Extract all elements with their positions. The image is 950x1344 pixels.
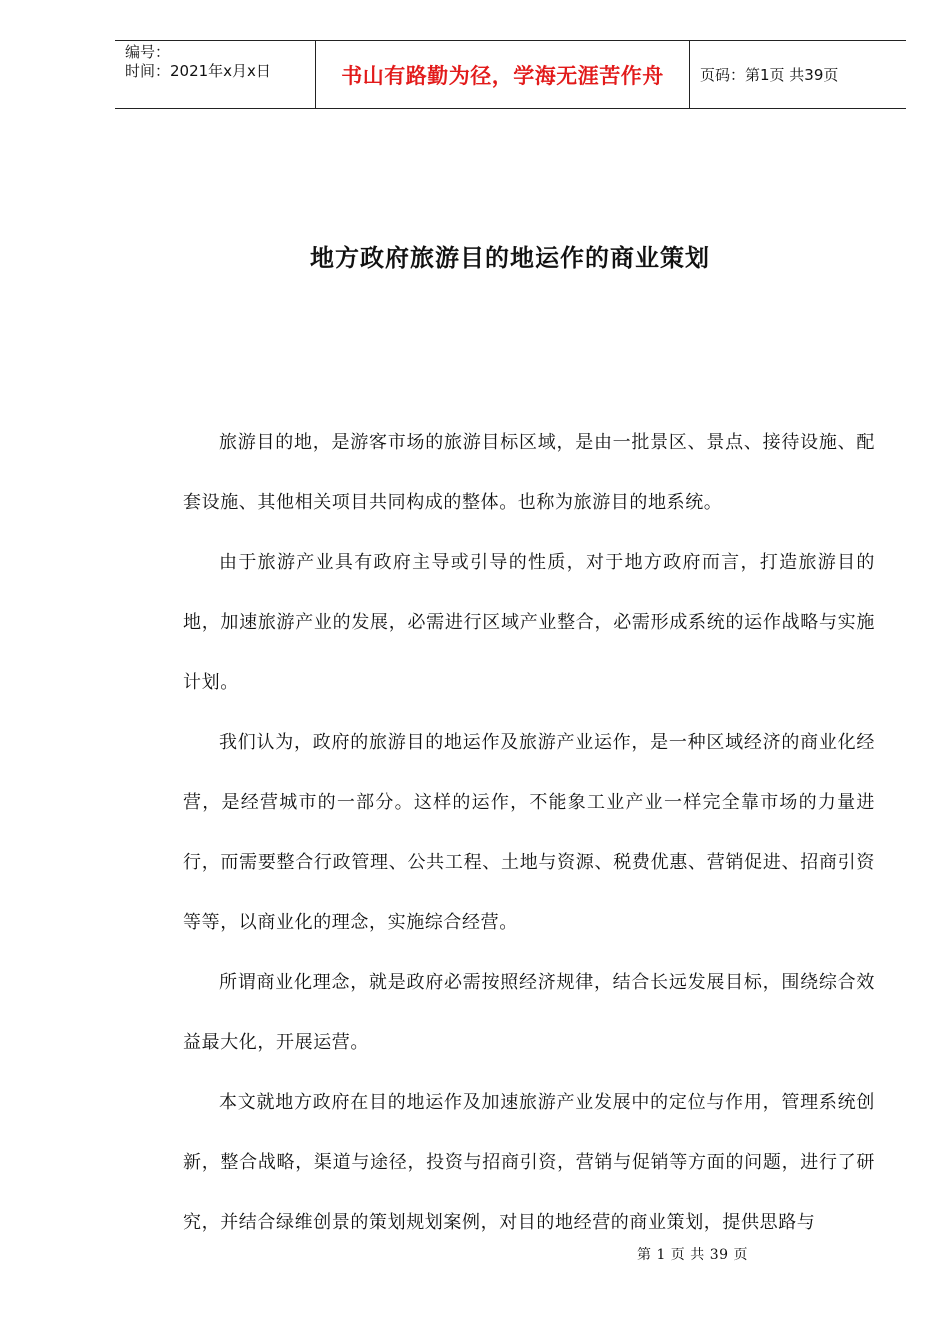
document-number-label: 编号： — [125, 43, 171, 61]
document-title: 地方政府旅游目的地运作的商业策划 — [310, 244, 710, 272]
page-footer: 第 1 页 共 39 页 — [637, 1247, 748, 1263]
header-meta-cell — [115, 41, 316, 108]
document-time-label: 时间：2021年x月x日 — [125, 62, 271, 80]
header-page-info: 页码：第1页 共39页 — [700, 66, 839, 84]
page-header — [115, 40, 906, 109]
paragraph: 所谓商业化理念，就是政府必需按照经济规律，结合长远发展目标，围绕综合效益最大化，开展运营。 — [183, 972, 875, 1053]
paragraph: 由于旅游产业具有政府主导或引导的性质，对于地方政府而言，打造旅游目的地，加速旅游产业的发展，必需进行区域产业整合，必需形成系统的运作战略与实施计划。 — [183, 552, 875, 693]
paragraph: 本文就地方政府在目的地运作及加速旅游产业发展中的定位与作用，管理系统创新，整合战略，渠道与途径，投资与招商引资，营销与促销等方面的问题，进行了研究，并结合绿维创景的策划规划案例，对目的地经营的商业策划，提供思路与 — [183, 1092, 875, 1233]
header-motto: 书山有路勤为径，学海无涯苦作舟 — [316, 41, 690, 108]
paragraph: 我们认为，政府的旅游目的地运作及旅游产业运作，是一种区域经济的商业化经营，是经营城市的一部分。这样的运作，不能象工业产业一样完全靠市场的力量进行，而需要整合行政管理、公共工程、土地与资源、税费优惠、营销促进、招商引资等等，以商业化的理念，实施综合经营。 — [183, 732, 875, 933]
document-body — [183, 413, 875, 1253]
paragraph: 旅游目的地，是游客市场的旅游目标区域，是由一批景区、景点、接待设施、配套设施、其他相关项目共同构成的整体。也称为旅游目的地系统。 — [183, 432, 875, 513]
